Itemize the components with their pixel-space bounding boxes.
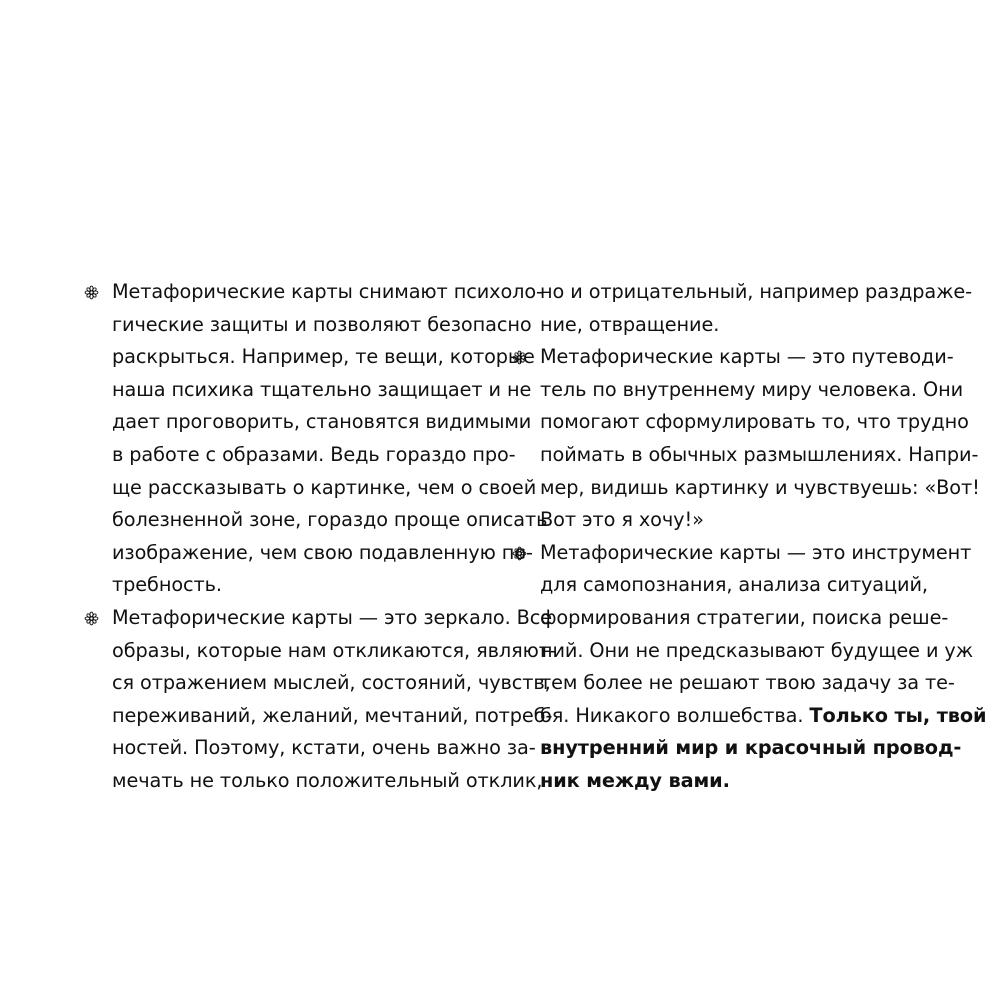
text-bold-segment: Только ты, твой [809, 703, 987, 727]
list-item [540, 537, 987, 798]
text-line: ний. Они не предсказывают будущее и уж [540, 638, 974, 662]
text-line: раскрыться. Например, те вещи, которые [112, 345, 535, 369]
text-line: мер, видишь картинку и чувствуешь: «Вот! [540, 475, 980, 499]
text-line: ся отражением мыслей, состояний, чувств, [112, 671, 551, 695]
text-line: образы, которые нам откликаются, являют- [112, 638, 557, 662]
flower-ornament-icon [84, 285, 99, 300]
flower-ornament-icon [84, 611, 99, 626]
text-line: для самопознания, анализа ситуаций, [540, 573, 928, 597]
text-line: ние, отвращение. [540, 312, 720, 336]
text-line: Метафорические карты — это зеркало. Все [112, 605, 553, 629]
text-line: дает проговорить, становятся видимыми [112, 410, 532, 434]
list-item [540, 341, 980, 537]
text-line: но и отрицательный, например раздраже- [540, 280, 972, 303]
text-line-mixed [540, 700, 987, 733]
text-line: изображение, чем свою подавленную по- [112, 540, 533, 564]
text-line-bold: ник между вами. [540, 768, 730, 792]
text-line: формирования стратегии, поиска реше- [540, 605, 949, 629]
list-item [112, 602, 557, 798]
text-line: Метафорические карты — это путеводи- [540, 345, 954, 369]
text-line: тем более не решают твою задачу за те- [540, 671, 955, 695]
text-line: наша психика тщательно защищает и не [112, 377, 532, 401]
text-line: болезненной зоне, гораздо проще описать [112, 508, 548, 532]
text-line: ностей. Поэтому, кстати, очень важно за- [112, 736, 536, 760]
text-line: требность. [112, 573, 222, 597]
list-item-continuation [540, 276, 972, 341]
text-line: помогают сформулировать то, что трудно [540, 410, 969, 434]
text-line: тель по внутреннему миру человека. Они [540, 377, 964, 401]
text-line: ще рассказывать о картинке, чем о своей [112, 475, 537, 499]
list-item [112, 276, 548, 602]
text-line: мечать не только положительный отклик, [112, 768, 543, 792]
text-line: поймать в обычных размышлениях. Напри- [540, 442, 979, 466]
flower-ornament-icon [512, 546, 527, 561]
text-line: Метафорические карты снимают психоло- [112, 280, 543, 303]
text-line: Вот это я хочу!» [540, 508, 704, 532]
text-regular-segment: бя. Никакого волшебства. [540, 703, 810, 727]
left-column [112, 276, 557, 798]
text-line: переживаний, желаний, мечтаний, потреб- [112, 703, 553, 727]
flower-ornament-icon [512, 350, 527, 365]
text-line: Метафорические карты — это инструмент [540, 540, 972, 564]
text-line: в работе с образами. Ведь гораздо про- [112, 442, 516, 466]
right-column [540, 276, 987, 798]
text-line: гические защиты и позволяют безопасно [112, 312, 532, 336]
text-line-bold: внутренний мир и красочный провод- [540, 736, 962, 760]
